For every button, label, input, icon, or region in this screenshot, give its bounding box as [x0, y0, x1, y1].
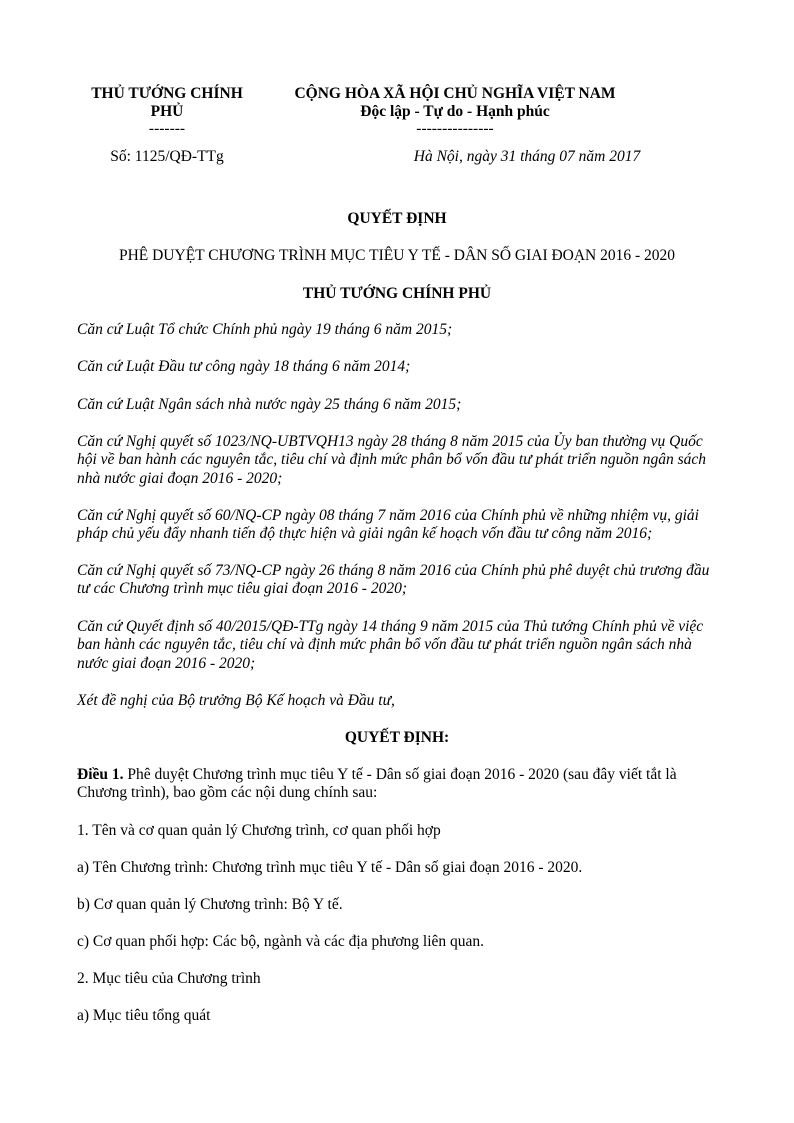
motto-rule: ---------------	[416, 120, 494, 137]
national-motto: Độc lập - Tự do - Hạnh phúc	[360, 103, 550, 120]
legal-basis: Căn cứ Luật Ngân sách nhà nước ngày 25 tháng 6 năm 2015;	[77, 396, 462, 413]
authority-line-2: PHỦ	[150, 103, 184, 120]
article-1-label: Điều 1.	[77, 766, 124, 783]
place-and-date: Hà Nội, ngày 31 tháng 07 năm 2017	[413, 148, 641, 165]
national-title	[270, 85, 640, 137]
content-item: 1. Tên và cơ quan quản lý Chương trình, cơ quan phối hợp	[77, 822, 441, 839]
content-item: 2. Mục tiêu của Chương trình	[77, 970, 261, 987]
legal-basis: Căn cứ Nghị quyết số 73/NQ-CP ngày 26 tháng 8 năm 2016 của Chính phủ phê duyệt chủ trương đầu tư các Chương trình mục tiêu giai đoạn 2016 - 2020;	[77, 562, 710, 598]
content-item: c) Cơ quan phối hợp: Các bộ, ngành và các địa phương liên quan.	[77, 933, 485, 950]
issuer-heading: THỦ TƯỚNG CHÍNH PHỦ	[302, 285, 492, 302]
document-type: QUYẾT ĐỊNH	[347, 210, 447, 227]
legal-basis: Căn cứ Nghị quyết số 60/NQ-CP ngày 08 tháng 7 năm 2016 của Chính phủ về những nhiệm vụ, giải pháp chủ yếu đẩy nhanh tiến độ thực hiện và giải ngân kế hoạch vốn đầu tư công năm 2016;	[77, 507, 699, 543]
legal-basis: Căn cứ Luật Tổ chức Chính phủ ngày 19 tháng 6 năm 2015;	[77, 321, 453, 338]
article-1	[77, 766, 719, 803]
document-number: Số: 1125/QĐ-TTg	[110, 148, 224, 165]
article-1-text: Phê duyệt Chương trình mục tiêu Y tế - Dân số giai đoạn 2016 - 2020 (sau đây viết tắt là Chương trình), bao gồm các nội dung chính sau:	[77, 766, 677, 802]
country-name: CỘNG HÒA XÃ HỘI CHỦ NGHĨA VIỆT NAM	[294, 85, 616, 102]
legal-basis: Căn cứ Luật Đầu tư công ngày 18 tháng 6 năm 2014;	[77, 358, 411, 375]
legal-basis: Căn cứ Nghị quyết số 1023/NQ-UBTVQH13 ngày 28 tháng 8 năm 2015 của Ủy ban thường vụ Quốc hội về ban hành các nguyên tắc, tiêu chí và định mức phân bổ vốn đầu tư phát triển nguồn ngân sách nhà nước giai đoạn 2016 - 2020;	[77, 433, 707, 487]
content-item: b) Cơ quan quản lý Chương trình: Bộ Y tế.	[77, 896, 343, 913]
document-subject: PHÊ DUYỆT CHƯƠNG TRÌNH MỤC TIÊU Y TẾ - DÂN SỐ GIAI ĐOẠN 2016 - 2020	[118, 247, 676, 264]
content-item: a) Tên Chương trình: Chương trình mục tiêu Y tế - Dân số giai đoạn 2016 - 2020.	[77, 859, 583, 876]
legal-basis: Căn cứ Quyết định số 40/2015/QĐ-TTg ngày 14 tháng 9 năm 2015 của Thủ tướng Chính phủ về việc ban hành các nguyên tắc, tiêu chí và định mức phân bổ vốn đầu tư phát triển nguồn ngân sách nhà nước giai đoạn 2016 - 2020;	[77, 618, 704, 672]
content-item: a) Mục tiêu tổng quát	[77, 1007, 211, 1024]
authority-rule: -------	[148, 120, 186, 137]
proposal-basis: Xét đề nghị của Bộ trưởng Bộ Kế hoạch và Đầu tư,	[77, 692, 395, 709]
decision-heading: QUYẾT ĐỊNH:	[344, 729, 450, 746]
issuing-authority	[76, 85, 258, 137]
authority-line-1: THỦ TƯỚNG CHÍNH	[91, 85, 243, 102]
